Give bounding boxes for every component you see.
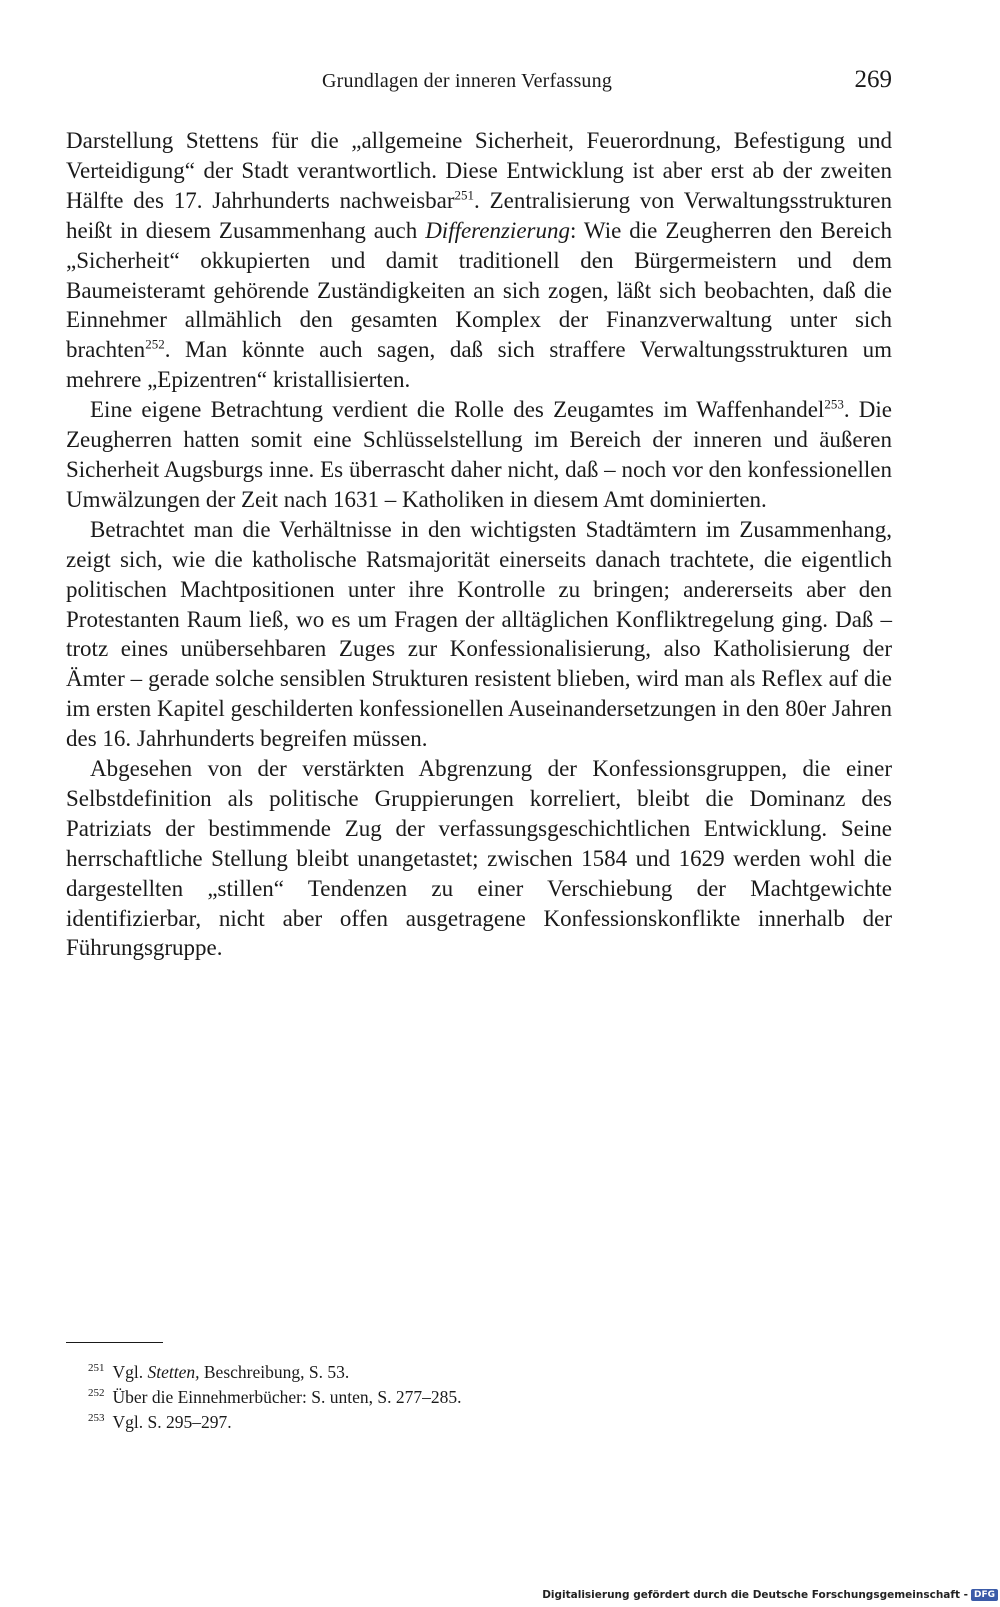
footnotes xyxy=(88,1360,868,1435)
paragraph-4: Abgesehen von der verstärkten Abgrenzung der Konfessionsgruppen, die einer Selbstdefinition als politische Gruppierungen korreliert, bleibt die Dominanz des Patriziats der bestimmende Zug der verfassungsgeschichtlichen Entwicklung. Seine herrschaftliche Stellung bleibt unangetastet; zwischen 1584 und 1629 werden wohl die dargestellten „stillen“ Tendenzen zu einer Verschiebung der Machtgewichte identifizierbar, nicht aber offen ausgetragene Konfessionskonflikte innerhalb der Führungsgruppe. xyxy=(66,756,892,961)
text-span: Eine eigene Betrachtung verdient die Rolle des Zeugamtes im Waffenhandel xyxy=(90,397,825,423)
footnote-ref-253: 253 xyxy=(824,396,844,412)
footnote-ref-251: 251 xyxy=(454,187,475,203)
footnote xyxy=(88,1410,868,1435)
footnote-text: Vgl. xyxy=(112,1362,148,1382)
paragraph-3: Betrachtet man die Verhältnisse in den wichtigsten Stadtämtern im Zusammenhang, zeigt sich, wie die katholische Ratsmajorität einerseits danach trachtete, die eigentlich politischen Machtpositionen unter ihre Kontrolle zu bringen; andererseits aber den Protestanten Raum ließ, wo es um Fragen der alltäglichen Konfliktregelung ging. Daß – trotz eines unübersehbaren Zuges zur Konfessionalisierung, also Katholisierung der Ämter – gerade solche sensiblen Strukturen resistent blieben, wird man als Reflex auf die im ersten Kapitel geschilderten konfessionellen Auseinandersetzungen in den 80er Jahren des 16. Jahrhunderts begreifen müssen. xyxy=(66,516,892,752)
footnote-number: 252 xyxy=(88,1387,105,1400)
emphasis-term: Differenzierung xyxy=(425,217,570,243)
footnote-text: Beschreibung, S. 53. xyxy=(199,1362,350,1382)
paragraph-1 xyxy=(66,126,892,395)
footnote-number: 251 xyxy=(88,1362,105,1375)
footnote xyxy=(88,1360,868,1385)
footnote-text: Über die Einnehmerbücher: S. unten, S. 277–285. xyxy=(112,1387,462,1407)
footnote-author: Stetten, xyxy=(147,1362,200,1382)
text-span: . Man könnte auch sagen, daß sich straffere Verwaltungsstrukturen um mehrere „Epizentren“ kristallisierten. xyxy=(66,337,892,393)
running-title: Grundlagen der inneren Verfassung xyxy=(322,70,613,92)
dfg-logo: DFG xyxy=(971,1589,998,1601)
page-header xyxy=(66,66,892,100)
footnote-separator xyxy=(66,1342,163,1343)
footnote-ref-252: 252 xyxy=(145,336,165,352)
text-span: Darstellung Stettens für die „allgemeine Sicherheit, Feuerordnung, Befestigung und Verteidigung“ der Stadt verantwortlich. Diese Entwicklung ist aber erst ab der zweiten Hälfte des 17. Jahrhunderts nachweisbar xyxy=(66,128,892,213)
text-span: : Wie die Zeugherren den Bereich „Sicherheit“ okkupierten und damit traditionell den Bürgermeistern und dem Baumeisteramt gehörende Zuständigkeiten an sich zogen, läßt sich beobachten, daß die Einnehmer allmählich den gesamten Komplex der Finanzverwaltung unter sich brachten xyxy=(66,217,892,363)
page-number: 269 xyxy=(854,66,892,93)
paragraph-2 xyxy=(66,395,892,515)
text-span: . Zentralisierung von Verwaltungsstrukturen heißt in diesem Zusammenhang auch xyxy=(66,187,892,243)
text-span: . Die Zeugherren hatten somit eine Schlüsselstellung im Bereich der inneren und äußeren Sicherheit Augsburgs inne. Es überrascht daher nicht, daß – noch vor den konfessionellen Umwälzungen der Zeit nach 1631 – Katholiken in diesem Amt dominierten. xyxy=(66,397,892,512)
footnote-number: 253 xyxy=(88,1412,105,1425)
footnote xyxy=(88,1385,868,1410)
main-text xyxy=(66,126,892,963)
credit-text: Digitalisierung gefördert durch die Deutsche Forschungsgemeinschaft - xyxy=(542,1589,968,1601)
digitization-credit xyxy=(542,1589,998,1601)
footnote-text: Vgl. S. 295–297. xyxy=(112,1412,232,1432)
